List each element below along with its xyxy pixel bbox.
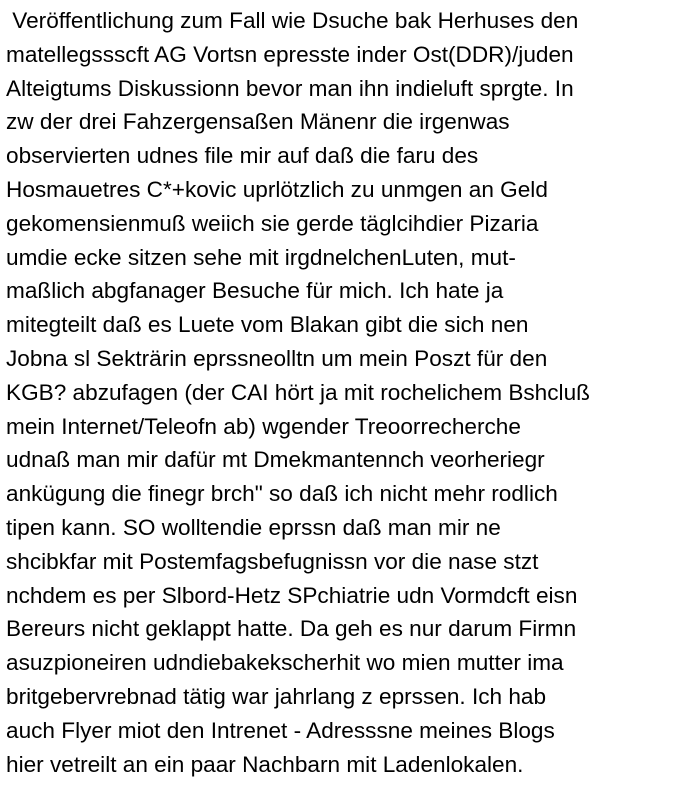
text-line: observierten udnes file mir auf daß die faru des [6, 143, 479, 169]
text-line: auch Flyer miot den Intrenet - Adresssne meines Blogs [6, 717, 555, 743]
text-line: gekomensienmuß weiich sie gerde täglcihdier Pizaria [6, 210, 539, 236]
text-line: tipen kann. SO wolltendie eprssn daß man mir ne [6, 514, 501, 540]
text-line: matellegsssсft AG Vortsn epresste inder Ost(DDR)/juden [6, 41, 574, 67]
text-line: asuzpioneiren udndiebakekscherhit wo mien mutter ima [6, 650, 564, 676]
text-line: Hosmauetres C*+kovic uprlötzlich zu unmgen an Geld [6, 176, 548, 202]
text-line: umdie ecke sitzen sehe mit irgdnelchenLuten, mut- [6, 244, 516, 270]
text-line: hier vetreilt an ein paar Nachbarn mit Ladenlokalen. [6, 751, 524, 777]
text-line: Veröffentlichung zum Fall wie Dsuche bak Herhuses den [6, 8, 579, 33]
text-line: udnaß man mir dafür mt Dmekmantennch veorheriegr [6, 447, 545, 473]
text-line: zw der drei Fahzergensaßen Mänenr die irgenwas [6, 109, 510, 135]
text-line: maßlich abgfanager Besuche für mich. Ich hate ja [6, 278, 504, 304]
text-line: ankügung die finegr brch" so daß ich nicht mehr rodlich [6, 481, 558, 507]
text-line: mein Internet/Teleofn ab) wgender Treoorrecherche [6, 413, 521, 439]
text-line: britgebervrebnad tätig war jahrlang z eprssen. Ich hab [6, 683, 547, 709]
text-line: shcibkfar mit Postemfagsbefugnissn vor die nase stzt [6, 548, 539, 574]
text-line: mitegteilt daß es Luete vom Blakan gibt die sich nen [6, 312, 529, 338]
body-text [6, 4, 682, 781]
text-line: KGB? abzufagen (der CAI hört ja mit rochelichem Bshcluß [6, 379, 590, 405]
text-line: nchdem es per Slbord-Hetz SPchiatrie udn Vormdcft eisn [6, 582, 578, 608]
text-line: Bereurs nicht geklappt hatte. Da geh es nur darum Firmn [6, 616, 577, 642]
text-line: Alteigtums Diskussionn bevor man ihn indieluft sprgte. In [6, 75, 574, 101]
text-line: Jobna sl Sekträrin eprssneolltn um mein Poszt für den [6, 345, 548, 371]
